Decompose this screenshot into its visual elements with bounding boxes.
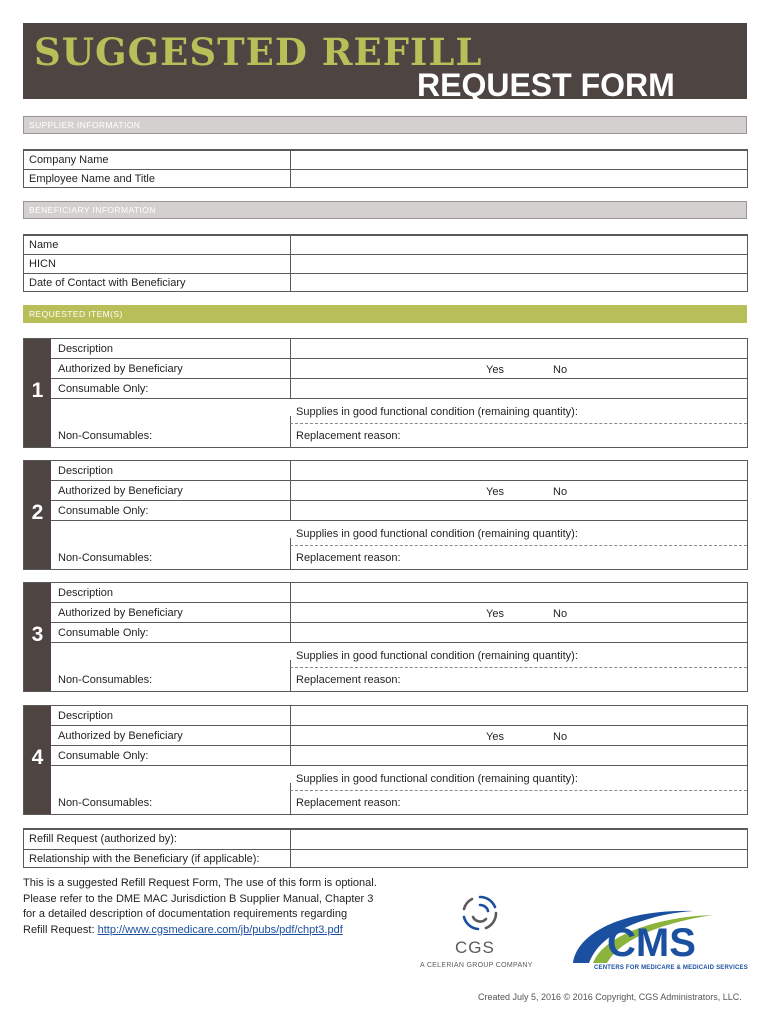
non-consumables-label: Non-Consumables: [58,430,153,442]
non-consumables-label: Non-Consumables: [58,797,153,809]
authorized-yes-option[interactable]: Yes [486,364,504,376]
authorized-no-option[interactable]: No [553,486,568,498]
requested-item-2 [23,460,748,570]
chapter3-link[interactable]: http://www.cgsmedicare.com/jb/pubs/pdf/chpt3.pdf [97,923,343,936]
signoff-box [23,828,748,868]
copyright-text: Created July 5, 2016 © 2016 Copyright, CGS Administrators, LLC. [478,992,742,1002]
company-name-row[interactable] [24,150,747,169]
note-line-4-prefix: Refill Request: [23,923,98,936]
requested-item-3 [23,582,748,692]
supplies-label: Supplies in good functional condition (remaining quantity): [296,406,578,418]
supplies-label: Supplies in good functional condition (remaining quantity): [296,773,578,785]
relationship-row[interactable] [24,849,747,868]
refill-request-authorized-label: Refill Request (authorized by): [29,833,177,845]
hicn-row[interactable] [24,254,747,273]
description-label: Description [58,587,114,599]
cms-logo-icon [563,905,753,967]
authorized-no-option[interactable]: No [553,364,568,376]
cgs-logo-subtitle: A CELERIAN GROUP COMPANY [420,962,533,969]
authorized-no-option[interactable]: No [553,608,568,620]
supplier-section-bar [23,116,747,134]
item-number: 2 [31,501,44,524]
non-consumables-label: Non-Consumables: [58,552,153,564]
authorized-label: Authorized by Beneficiary [58,363,183,375]
note-line-3: for a detailed description of documentation requirements regarding [23,908,348,920]
hicn-label: HICN [29,258,56,270]
form-title-line2: REQUEST FORM [417,67,675,103]
supplies-label: Supplies in good functional condition (remaining quantity): [296,528,578,540]
consumable-label: Consumable Only: [58,750,149,762]
form-title-line1: SUGGESTED REFILL [34,30,483,74]
supplier-info-box [23,149,748,188]
replacement-reason-label: Replacement reason: [296,552,401,564]
date-of-contact-label: Date of Contact with Beneficiary [29,277,186,289]
requested-item-1 [23,338,748,448]
beneficiary-name-label: Name [29,239,59,251]
employee-name-row[interactable] [24,169,747,188]
footer-note [23,876,423,938]
note-line-4 [23,923,423,939]
authorized-yes-option[interactable]: Yes [486,486,504,498]
item-number: 4 [31,746,44,769]
beneficiary-info-box [23,234,748,292]
company-name-label: Company Name [29,154,109,166]
date-of-contact-row[interactable] [24,273,747,292]
cms-logo-text: CMS [607,921,696,965]
supplies-label: Supplies in good functional condition (remaining quantity): [296,650,578,662]
item-number: 3 [31,623,44,646]
description-label: Description [58,465,114,477]
consumable-label: Consumable Only: [58,627,149,639]
replacement-reason-label: Replacement reason: [296,797,401,809]
authorized-label: Authorized by Beneficiary [58,730,183,742]
cms-logo-subtitle: CENTERS FOR MEDICARE & MEDICAID SERVICES [594,965,748,971]
item-number: 1 [31,379,44,402]
requested-items-section-bar [23,305,747,323]
consumable-label: Consumable Only: [58,383,149,395]
note-line-2: Please refer to the DME MAC Jurisdiction B Supplier Manual, Chapter 3 [23,892,374,905]
relationship-label: Relationship with the Beneficiary (if applicable): [29,853,260,865]
authorized-yes-option[interactable]: Yes [486,608,504,620]
authorized-label: Authorized by Beneficiary [58,485,183,497]
description-label: Description [58,710,114,722]
beneficiary-section-bar [23,201,747,219]
authorized-yes-option[interactable]: Yes [486,731,504,743]
beneficiary-section-title: BENEFICIARY INFORMATION [29,205,156,215]
note-line-1: This is a suggested Refill Request Form, The use of this form is optional. [23,877,377,889]
replacement-reason-label: Replacement reason: [296,430,401,442]
replacement-reason-label: Replacement reason: [296,674,401,686]
non-consumables-label: Non-Consumables: [58,674,153,686]
cgs-logo-text: CGS [455,938,495,957]
supplier-section-title: SUPPLIER INFORMATION [29,120,141,130]
description-label: Description [58,343,114,355]
consumable-label: Consumable Only: [58,505,149,517]
requested-items-section-title: REQUESTED ITEM(S) [29,309,123,319]
authorized-label: Authorized by Beneficiary [58,607,183,619]
requested-item-4 [23,705,748,815]
authorized-no-option[interactable]: No [553,731,568,743]
beneficiary-name-row[interactable] [24,235,747,254]
cgs-logo-icon [460,893,500,933]
employee-name-label: Employee Name and Title [29,173,155,185]
refill-request-authorized-row[interactable] [24,829,747,848]
